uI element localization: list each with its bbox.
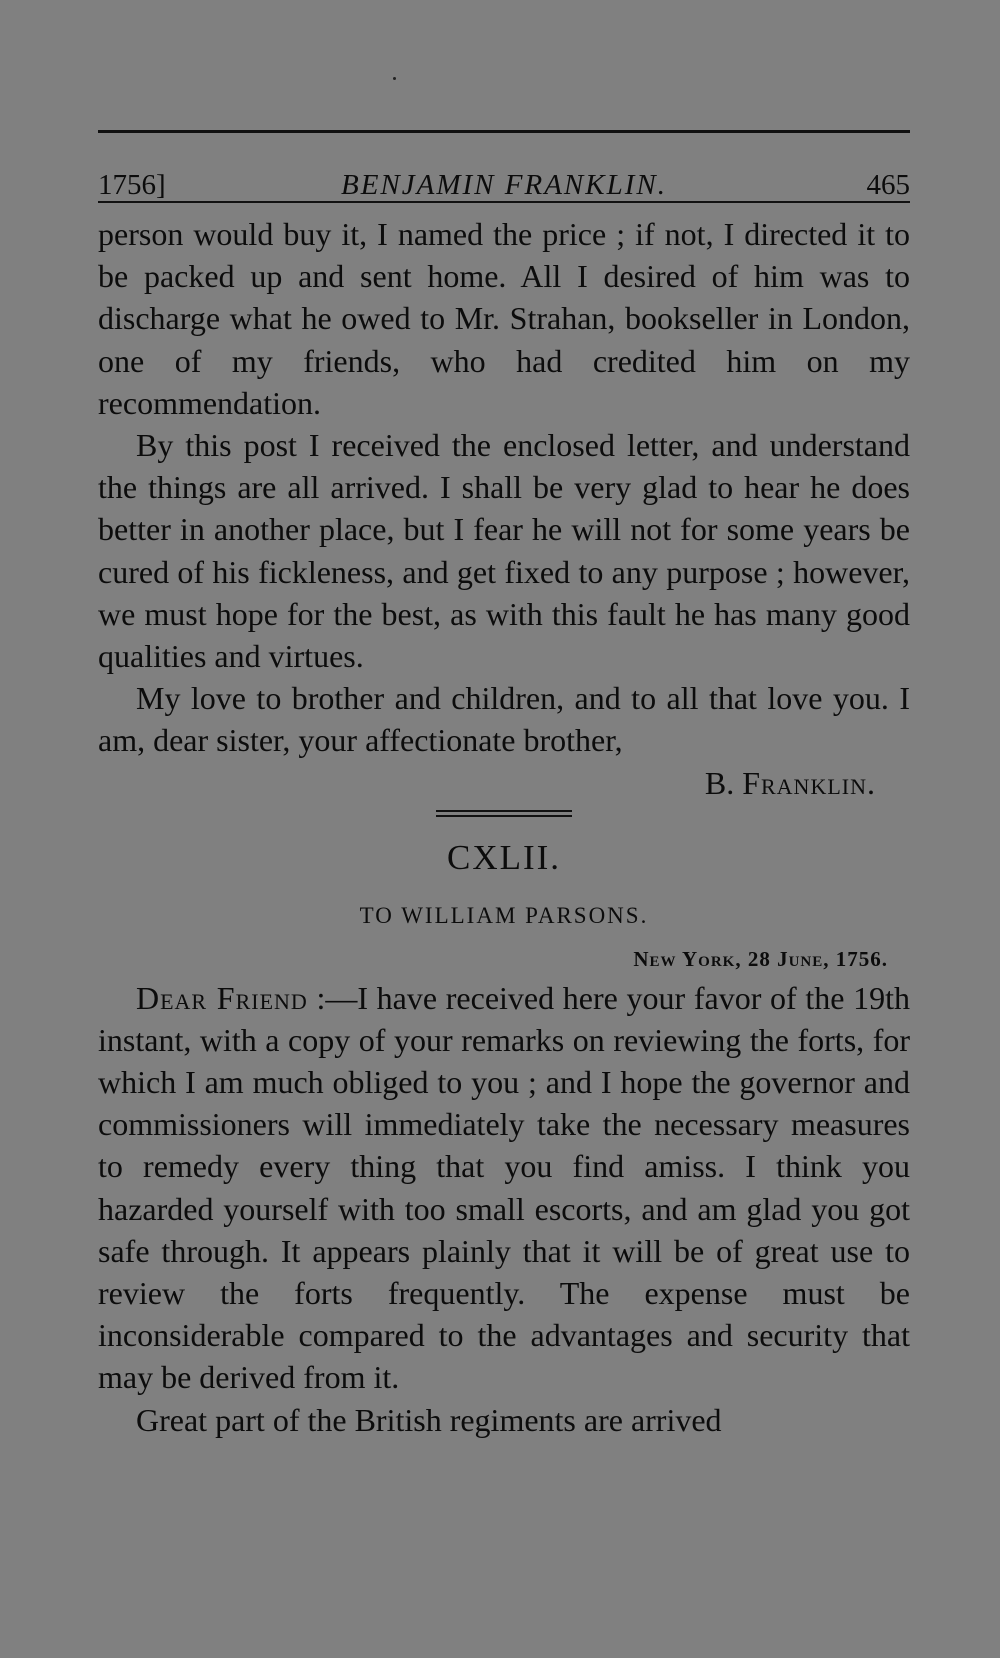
paper-speck xyxy=(393,77,396,80)
running-head xyxy=(98,139,910,201)
letter-addressee: TO WILLIAM PARSONS. xyxy=(359,902,649,928)
letter-number: CXLII. xyxy=(446,837,562,877)
paragraph: Great part of the British regiments are arrived xyxy=(136,1401,722,1438)
header-year: 1756] xyxy=(98,169,166,201)
book-page xyxy=(98,130,910,1441)
signature-name: Franklin. xyxy=(742,764,876,801)
salutation: Dear Friend xyxy=(136,979,308,1016)
paragraph: My love to brother and children, and to all that love you. I am, dear sister, your affectionate brother, xyxy=(98,680,910,759)
page-number: 465 xyxy=(866,169,910,201)
paragraph: By this post I received the enclosed letter, and understand the things are all arrived. I shall be very glad to hear he does better in another place, but I fear he will not for some years be cured of his fickleness, and get fixed to any purpose ; however, we must hope for the best, as with this fault he has many good qualities and virtues. xyxy=(98,427,910,675)
letter-continuation xyxy=(98,213,910,804)
signature-initial: B. xyxy=(704,764,735,801)
paragraph-text: :—I have received here your favor of the 19th instant, with a copy of your remarks on reviewing the forts, for which I am much obliged to you ; and I hope the governor and commissioners will immediately take the necessary measures to remedy every thing that you find amiss. I think you hazarded yourself with too small escorts, and am glad you got safe through. It appears plainly that it will be of great use to review the forts frequently. The expense must be inconsiderable compared to the advantages and security that may be derived from it. xyxy=(98,979,911,1396)
paragraph xyxy=(98,977,910,1399)
signature xyxy=(98,762,910,804)
letter-body xyxy=(98,977,910,1441)
paragraph: person would buy it, I named the price ; if not, I directed it to be packed up and sent home. All I desired of him was to discharge what he owed to Mr. Strahan, bookseller in London, one of my friends, who had credited him on my recommendation. xyxy=(98,216,910,421)
header-rule-top xyxy=(98,130,910,133)
header-title: BENJAMIN FRANKLIN. xyxy=(341,169,667,201)
letter-dateline: New York, 28 June, 1756. xyxy=(633,946,888,971)
section-divider xyxy=(436,810,572,817)
